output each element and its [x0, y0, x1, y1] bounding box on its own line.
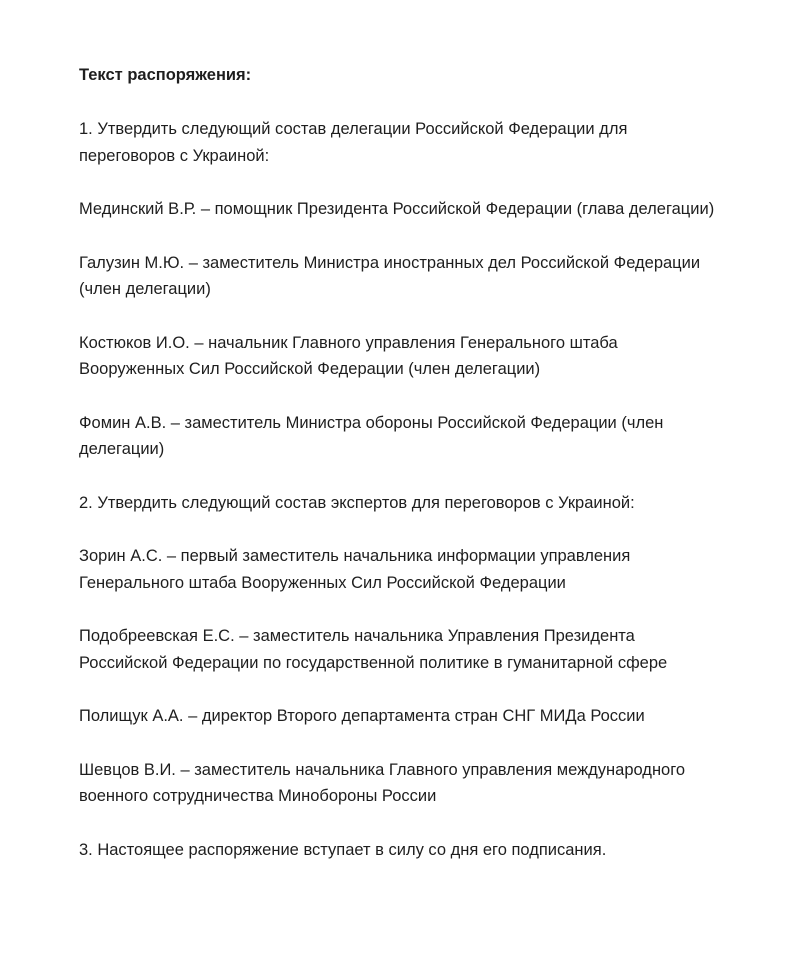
text-line: Костюков И.О. – начальник Главного управления Генерального штаба — [79, 333, 618, 352]
text-line: 2. Утвердить следующий состав экспертов для переговоров с Украиной: — [79, 493, 635, 512]
text-line: (член делегации) — [79, 280, 211, 298]
text-line: 3. Настоящее распоряжение вступает в силу со дня его подписания. — [79, 840, 607, 859]
text-line: Российской Федерации по государственной политике в гуманитарной сфере — [79, 653, 668, 672]
text-line: переговоров с Украиной: — [79, 146, 270, 165]
expert-zorin — [79, 543, 739, 596]
text-line: Генерального штаба Вооруженных Сил Российской Федерации — [79, 573, 566, 592]
document-body — [79, 62, 739, 890]
delegation-member-kostyukov — [79, 330, 739, 383]
expert-shevtsov — [79, 757, 739, 810]
text-line: делегации) — [79, 440, 165, 458]
clause-3 — [79, 837, 739, 864]
delegation-member-fomin — [79, 410, 739, 463]
text-line: Мединский В.Р. – помощник Президента Российской Федерации (глава делегации) — [79, 200, 715, 218]
document-heading: Текст распоряжения: — [79, 66, 252, 84]
expert-polishchuk — [79, 703, 739, 730]
delegation-member-galuzin — [79, 250, 739, 303]
expert-podobreevskaya — [79, 623, 739, 676]
text-line: Подобреевская Е.С. – заместитель начальника Управления Президента — [79, 627, 635, 645]
text-line: Галузин М.Ю. – заместитель Министра иностранных дел Российской Федерации — [79, 253, 701, 272]
clause-1 — [79, 116, 739, 169]
delegation-member-medinsky — [79, 196, 739, 223]
text-line: военного сотрудничества Минобороны России — [79, 787, 437, 805]
clause-2 — [79, 490, 739, 517]
text-line: Зорин А.С. – первый заместитель начальника информации управления — [79, 547, 631, 565]
text-line: Фомин А.В. – заместитель Министра обороны Российской Федерации (член — [79, 413, 664, 432]
text-line: Шевцов В.И. – заместитель начальника Главного управления международного — [79, 760, 686, 779]
text-line: 1. Утвердить следующий состав делегации Российской Федерации для — [79, 120, 628, 138]
text-line: Полищук А.А. – директор Второго департамента стран СНГ МИДа России — [79, 707, 645, 725]
text-line: Вооруженных Сил Российской Федерации (член делегации) — [79, 360, 541, 378]
